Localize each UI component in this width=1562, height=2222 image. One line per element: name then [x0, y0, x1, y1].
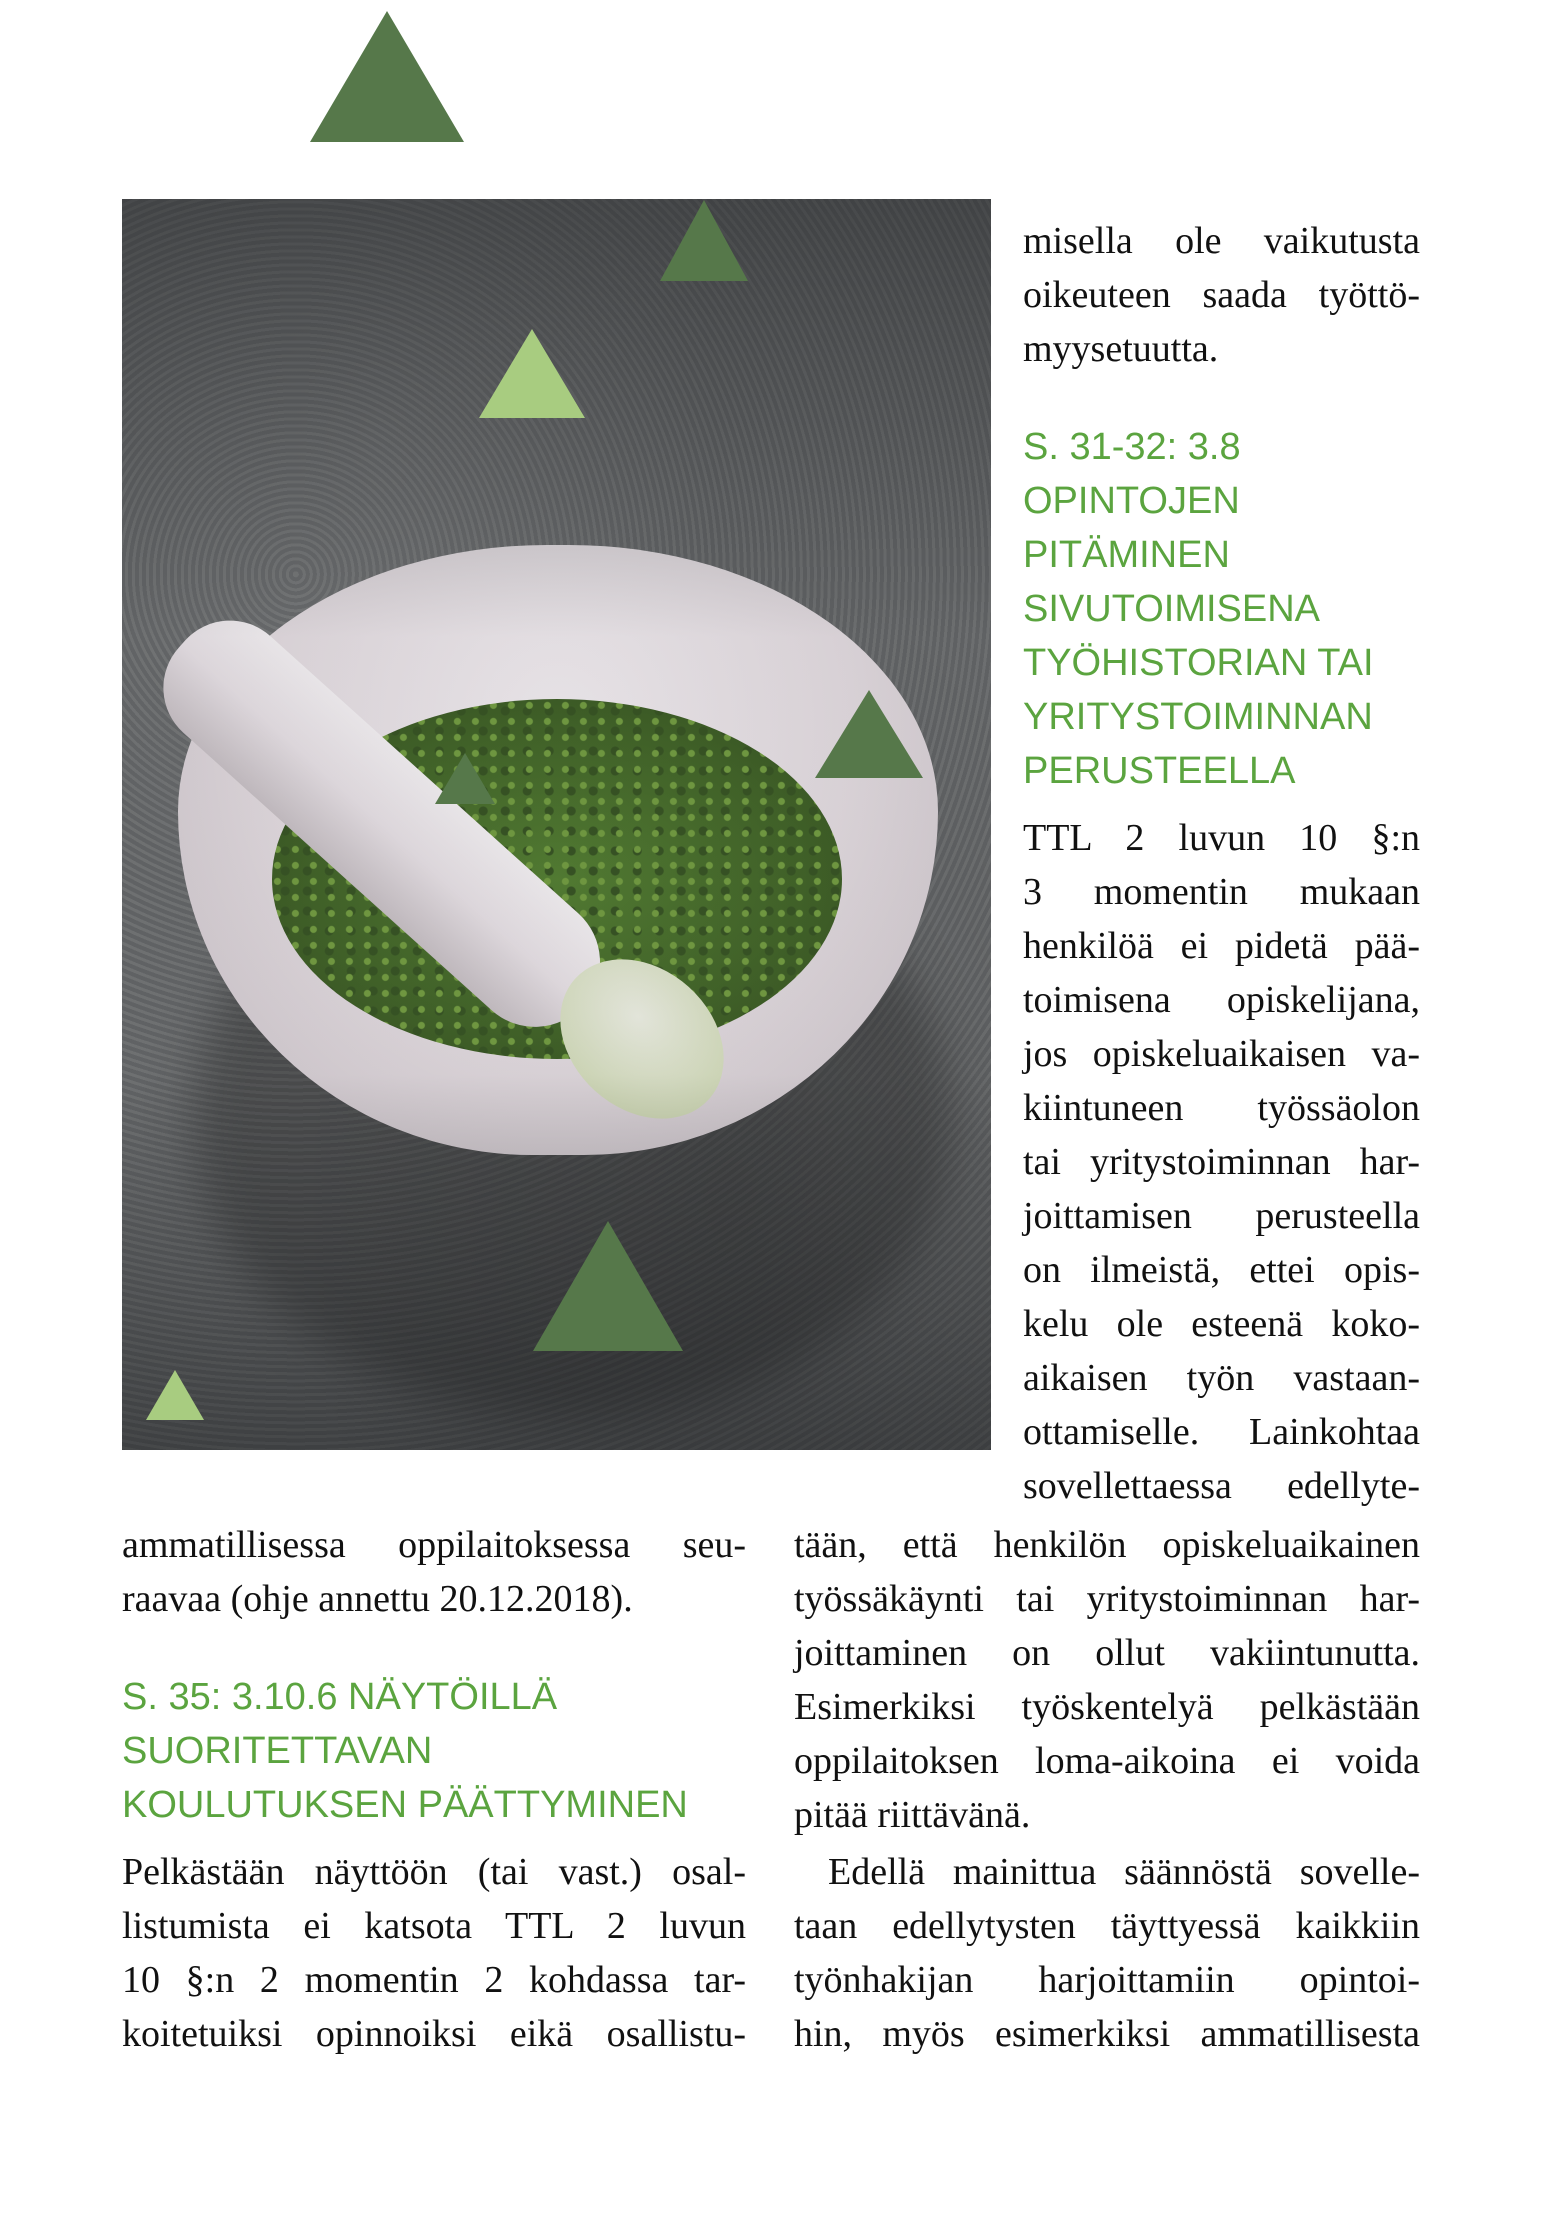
heading-line: S. 35: 3.10.6 NÄYTÖILLÄ — [122, 1676, 558, 1718]
body-text-line: raavaa (ohje annettu 20.12.2018). — [122, 1578, 633, 1620]
body-text-line: taan edellytysten täyttyessä kaikkiin — [794, 1905, 1420, 1947]
body-text-line: Pelkästään näyttöön (tai vast.) osal- — [122, 1851, 746, 1893]
heading-line: PERUSTEELLA — [1023, 750, 1296, 792]
body-text-line: on ilmeistä, ettei opis- — [1023, 1249, 1420, 1291]
body-text-line: hin, myös esimerkiksi ammatillisesta — [794, 2013, 1420, 2055]
body-text-line: joittamisen perusteella — [1023, 1195, 1420, 1237]
body-text-line: aikaisen työn vastaan- — [1023, 1357, 1420, 1399]
triangle-decoration — [815, 690, 923, 778]
body-text-line: jos opiskeluaikaisen va- — [1023, 1033, 1420, 1075]
body-text-line: Esimerkiksi työskentelyä pelkästään — [794, 1686, 1420, 1728]
heading-line: KOULUTUKSEN PÄÄTTYMINEN — [122, 1784, 688, 1826]
triangle-decoration — [435, 753, 495, 804]
body-text-line: misella ole vaikutusta — [1023, 220, 1420, 262]
heading-line: YRITYSTOIMINNAN — [1023, 696, 1373, 738]
body-text-line: sovellettaessa edellyte- — [1023, 1465, 1420, 1507]
triangle-decoration — [533, 1221, 683, 1351]
triangle-decoration — [146, 1370, 204, 1420]
body-text-line: työnhakijan harjoittamiin opintoi- — [794, 1959, 1420, 2001]
body-text-line: listumista ei katsota TTL 2 luvun — [122, 1905, 746, 1947]
triangle-decoration — [479, 329, 585, 418]
body-text-line: myysetuutta. — [1023, 328, 1219, 370]
body-text-line: kelu ole esteenä koko- — [1023, 1303, 1420, 1345]
heading-line: S. 31-32: 3.8 — [1023, 426, 1241, 468]
body-text-line: henkilöä ei pidetä pää- — [1023, 925, 1420, 967]
body-text-line: työssäkäynti tai yritystoiminnan har- — [794, 1578, 1420, 1620]
body-text-line: toimisena opiskelijana, — [1023, 979, 1420, 1021]
body-text-line: pitää riittävänä. — [794, 1794, 1031, 1836]
body-text-line: oikeuteen saada työttö- — [1023, 274, 1420, 316]
body-text-line: kiintuneen työssäolon — [1023, 1087, 1420, 1129]
heading-line: OPINTOJEN — [1023, 480, 1240, 522]
body-text-line: 3 momentin mukaan — [1023, 871, 1420, 913]
heading-line: PITÄMINEN — [1023, 534, 1230, 576]
triangle-decoration — [660, 200, 748, 281]
body-text-line: TTL 2 luvun 10 §:n — [1023, 817, 1420, 859]
body-text-line: tään, että henkilön opiskeluaikainen — [794, 1524, 1420, 1566]
heading-line: TYÖHISTORIAN TAI — [1023, 642, 1374, 684]
triangle-decoration — [310, 11, 464, 142]
heading-line: SIVUTOIMISENA — [1023, 588, 1321, 630]
heading-line: SUORITETTAVAN — [122, 1730, 433, 1772]
body-text-line: 10 §:n 2 momentin 2 kohdassa tar- — [122, 1959, 746, 2001]
body-text-line: ottamiselle. Lainkohtaa — [1023, 1411, 1420, 1453]
body-text-line: ammatillisessa oppilaitoksessa seu- — [122, 1524, 746, 1566]
body-text-line: joittaminen on ollut vakiintunutta. — [794, 1632, 1420, 1674]
body-text-line: oppilaitoksen loma-aikoina ei voida — [794, 1740, 1420, 1782]
body-text-line: Edellä mainittua säännöstä sovelle- — [828, 1851, 1420, 1893]
body-text-line: koitetuiksi opinnoiksi eikä osallistu- — [122, 2013, 746, 2055]
body-text-line: tai yritystoiminnan har- — [1023, 1141, 1420, 1183]
